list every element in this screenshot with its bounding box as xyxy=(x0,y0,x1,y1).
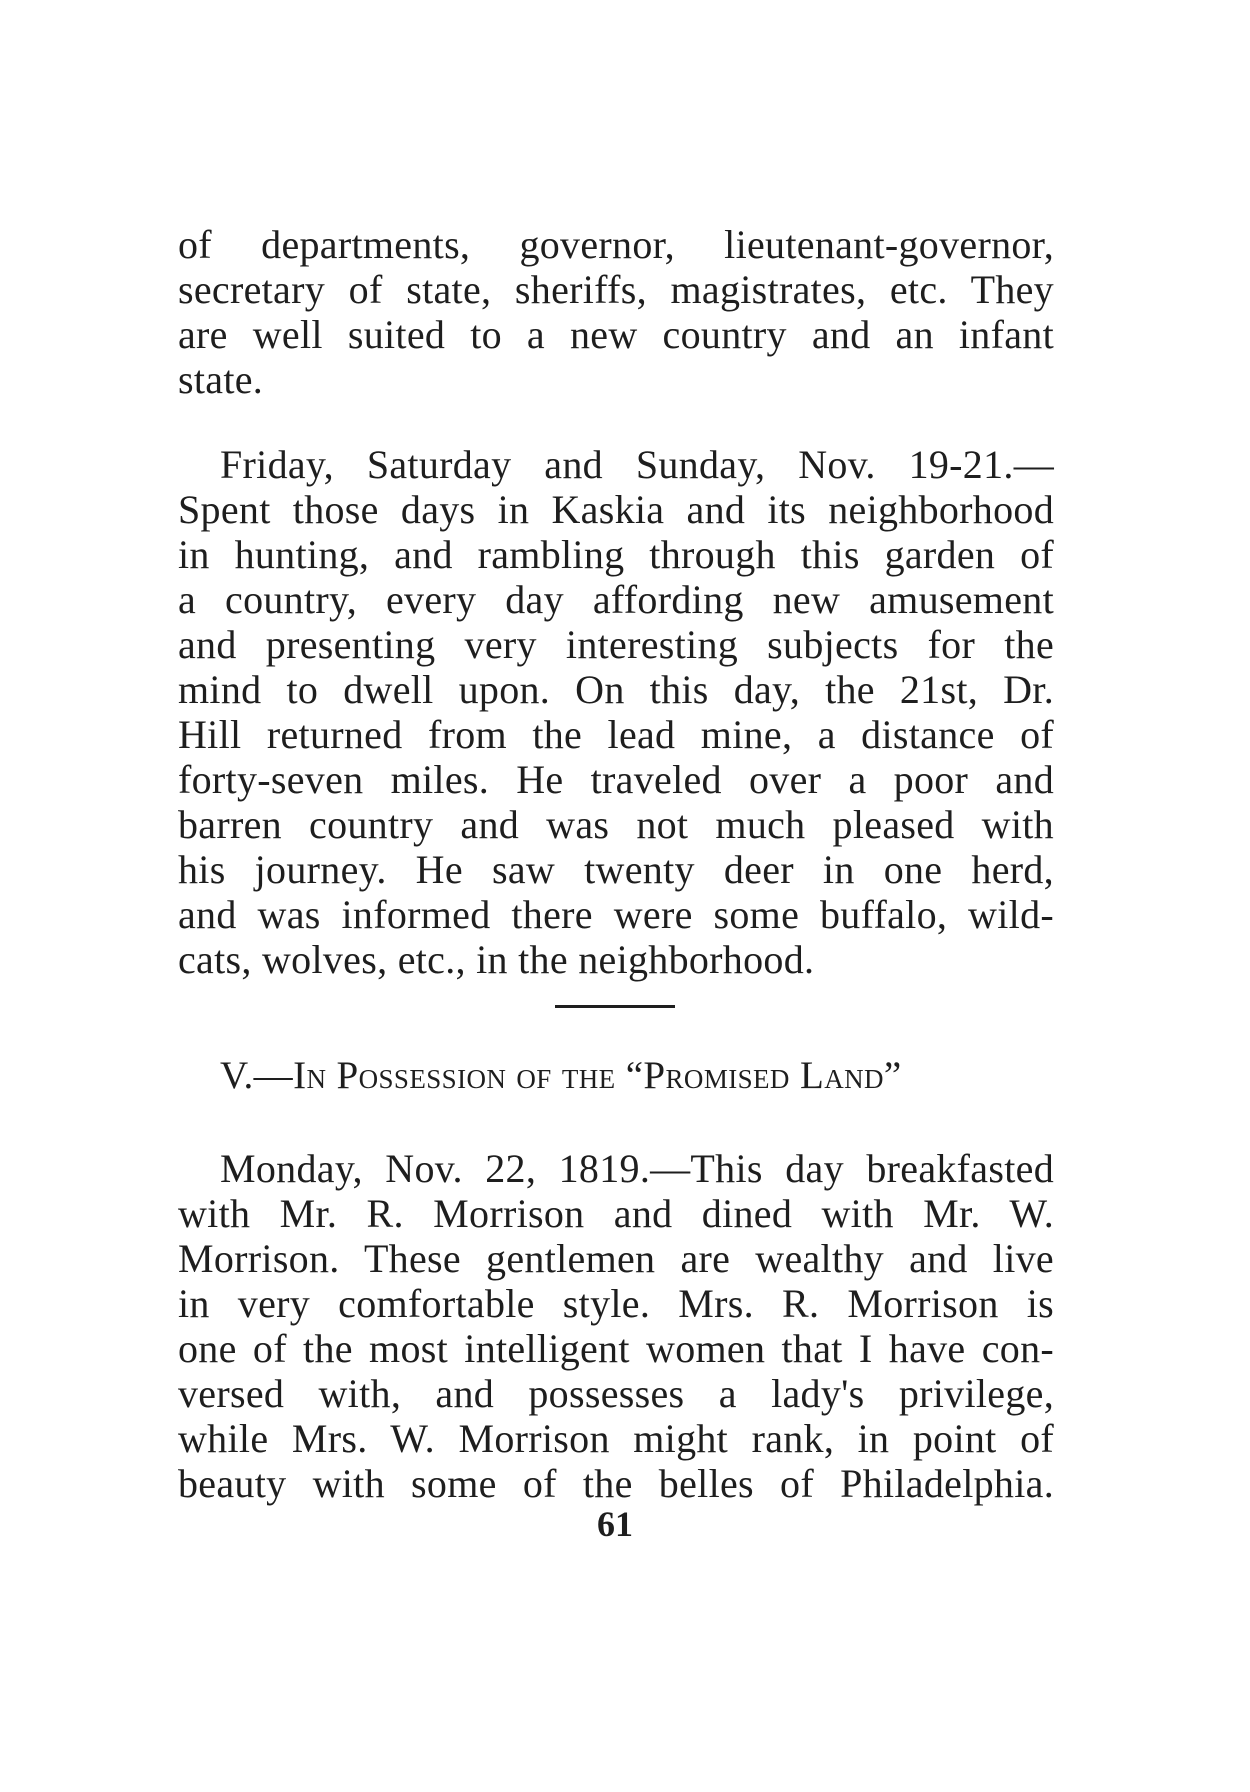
text-line: beauty with some of the belles of Philadelphia. xyxy=(178,1461,1054,1506)
text-line: and was informed there were some buffalo, wild- xyxy=(178,892,1054,937)
text-line: versed with, and possesses a lady's privilege, xyxy=(178,1371,1054,1416)
text-line: cats, wolves, etc., in the neighborhood. xyxy=(178,937,815,982)
text-line: forty-seven miles. He traveled over a poor and xyxy=(178,757,1054,802)
paragraph-3 xyxy=(178,1146,1054,1506)
text-line: barren country and was not much pleased with xyxy=(178,802,1054,847)
text-line: state. xyxy=(178,357,264,402)
text-line: Hill returned from the lead mine, a distance of xyxy=(178,712,1054,757)
text-line: in very comfortable style. Mrs. R. Morrison is xyxy=(178,1281,1054,1326)
section-heading: V.—In Possession of the “Promised Land” xyxy=(220,1054,902,1097)
page-number: 61 xyxy=(597,1504,633,1544)
text-line: Spent those days in Kaskia and its neighborhood xyxy=(178,487,1054,532)
text-line: secretary of state, sheriffs, magistrates, etc. They xyxy=(178,267,1054,312)
text-line: a country, every day affording new amusement xyxy=(178,577,1054,622)
text-line: in hunting, and rambling through this garden of xyxy=(178,532,1054,577)
text-line: his journey. He saw twenty deer in one herd, xyxy=(178,847,1054,892)
text-line: while Mrs. W. Morrison might rank, in point of xyxy=(178,1416,1054,1461)
text-line: one of the most intelligent women that I have con- xyxy=(178,1326,1054,1371)
section-divider xyxy=(555,1005,675,1008)
text-line: Friday, Saturday and Sunday, Nov. 19-21.— xyxy=(220,442,1054,487)
text-line: Morrison. These gentlemen are wealthy and live xyxy=(178,1236,1054,1281)
text-line: and presenting very interesting subjects for the xyxy=(178,622,1054,667)
text-line: Monday, Nov. 22, 1819.—This day breakfasted xyxy=(220,1146,1054,1191)
text-line: of departments, governor, lieutenant-governor, xyxy=(178,222,1054,267)
paragraph-1 xyxy=(178,222,1054,402)
text-line: are well suited to a new country and an infant xyxy=(178,312,1054,357)
text-line: with Mr. R. Morrison and dined with Mr. W. xyxy=(178,1191,1054,1236)
paragraph-2 xyxy=(178,442,1054,982)
text-line: mind to dwell upon. On this day, the 21st, Dr. xyxy=(178,667,1054,712)
